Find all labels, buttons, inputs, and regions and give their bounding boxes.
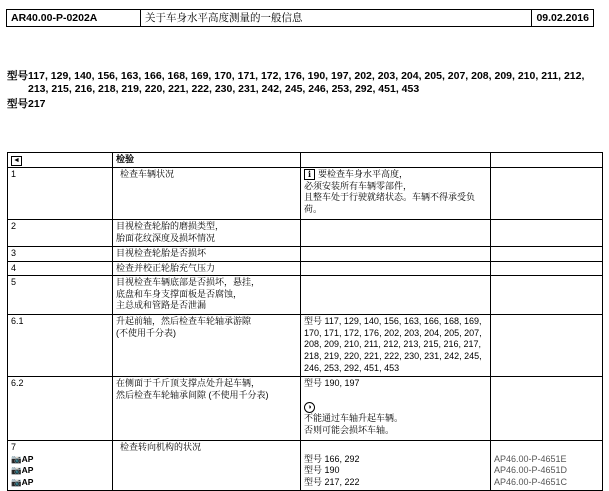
document-title: 关于车身水平高度测量的一般信息 — [141, 10, 532, 27]
document-date: 09.02.2016 — [532, 10, 594, 27]
step-note: 型号 190, 197 ◑ 不能通过车轴升起车辆。 否则可能会损坏车轴。 — [301, 377, 491, 441]
reference-link[interactable]: AP46.00-P-4651C — [494, 476, 568, 487]
model-list — [7, 70, 597, 111]
ap-link[interactable]: 📷AP — [11, 476, 34, 487]
table-header-label: 检验 — [113, 153, 301, 168]
step-description: 检查车辆状况 — [113, 168, 301, 220]
table-row — [8, 220, 603, 247]
table-row — [8, 441, 603, 490]
table-header-icon-cell — [8, 153, 113, 168]
step-note: 型号 166, 292 型号 190 型号 217, 222 — [301, 441, 491, 490]
ap-link[interactable]: 📷AP — [11, 465, 34, 476]
step-description: 在侧面于千斤顶支撑点处升起车辆， 然后检查车轮轴承间隙 (不使用千分表) — [113, 377, 301, 441]
step-description: 目视检查轮胎是否损坏 — [113, 247, 301, 262]
table-row — [8, 276, 603, 315]
table-row — [8, 247, 603, 262]
step-number: 4 — [8, 261, 113, 276]
step-description: 检查转向机构的状况 — [113, 441, 301, 490]
model-line-1: 型号117, 129, 140, 156, 163, 166, 168, 169, 170, 171, 172, 176, 190, 197, 202, 203, 204, 205, 207, 208, 209, 210, 211, 212, — [7, 70, 585, 82]
model-line-2: 213, 215, 216, 218, 219, 220, 221, 222, 230, 231, 242, 245, 246, 253, 292, 451, 453 — [28, 83, 420, 95]
reference-link[interactable]: AP46.00-P-4651E — [494, 453, 567, 464]
circle-warning-icon: ◑ — [304, 402, 315, 413]
step-number: 2 — [8, 220, 113, 247]
step-description: 检查并校正轮胎充气压力 — [113, 261, 301, 276]
document-id: AR40.00-P-0202A — [7, 10, 141, 27]
step-description: 升起前轴，然后检查车轮轴承游隙 (不使用千分表) — [113, 315, 301, 377]
table-row — [8, 315, 603, 377]
info-icon: i — [304, 169, 315, 180]
step-number: 3 — [8, 247, 113, 262]
arrow-left-icon: ◄ — [11, 156, 22, 166]
step-number: 7 📷AP 📷AP 📷AP — [8, 441, 113, 490]
reference-column — [491, 441, 603, 490]
model-line-3: 型号217 — [7, 98, 46, 110]
camera-icon: 📷 — [11, 453, 22, 464]
table-header-row — [8, 153, 603, 168]
step-note: 型号 117, 129, 140, 156, 163, 166, 168, 169, 170, 171, 172, 176, 202, 203, 204, 205, 207, 208, 209, 210, 211, 212, 213, 215, 216, 217, 218, 219, 220, 221, 222, 230, 231, 242, 245, 246, 253, 292, 451, 453 — [301, 315, 491, 377]
step-note: i 要检查车身水平高度， 必须安装所有车辆零部件， 且整车处于行驶就绪状态。车辆不得承受负荷。 — [301, 168, 491, 220]
table-row — [8, 377, 603, 441]
reference-link[interactable]: AP46.00-P-4651D — [494, 465, 568, 476]
step-number: 5 — [8, 276, 113, 315]
ap-link[interactable]: 📷AP — [11, 453, 34, 464]
camera-icon: 📷 — [11, 476, 22, 487]
step-description: 目视检查轮胎的磨损类型， 胎面花纹深度及损坏情况 — [113, 220, 301, 247]
table-row — [8, 261, 603, 276]
step-number: 1 — [8, 168, 113, 220]
step-number: 6.1 — [8, 315, 113, 377]
table-row — [8, 168, 603, 220]
step-number: 6.2 — [8, 377, 113, 441]
inspection-table — [7, 152, 603, 491]
step-description: 目视检查车辆底部是否损坏，悬挂， 底盘和车身支撑面板是否腐蚀， 主总成和管路是否泄漏 — [113, 276, 301, 315]
camera-icon: 📷 — [11, 465, 22, 476]
document-header — [6, 9, 594, 27]
